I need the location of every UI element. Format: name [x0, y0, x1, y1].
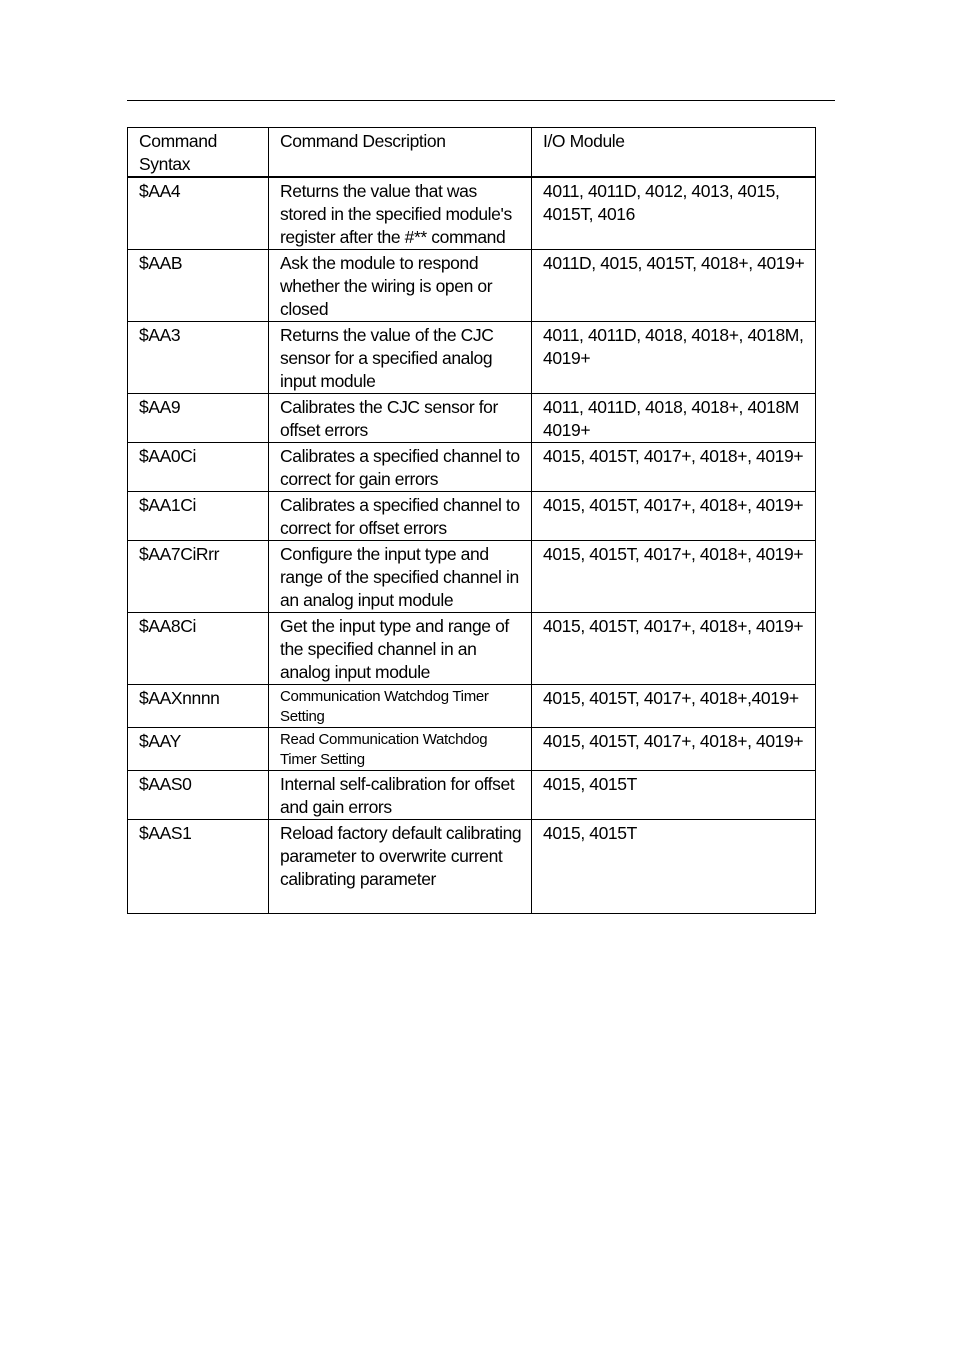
cell-modules: 4015, 4015T — [532, 820, 816, 914]
cell-modules: 4015, 4015T — [532, 771, 816, 820]
table-row — [128, 177, 816, 250]
cell-description: Calibrates a specified channel to correct for offset errors — [269, 492, 532, 541]
cell-modules: 4015, 4015T, 4017+, 4018+, 4019+ — [532, 728, 816, 771]
cell-syntax: $AA0Ci — [128, 443, 269, 492]
cell-modules: 4015, 4015T, 4017+, 4018+,4019+ — [532, 685, 816, 728]
cell-syntax: $AAXnnnn — [128, 685, 269, 728]
cell-syntax: $AAB — [128, 250, 269, 322]
cell-description: Internal self-calibration for offset and gain errors — [269, 771, 532, 820]
table-row — [128, 541, 816, 613]
cell-description: Configure the input type and range of the specified channel in an analog input module — [269, 541, 532, 613]
cell-description: Read Communication Watchdog Timer Setting — [269, 728, 532, 771]
cell-description: Reload factory default calibrating parameter to overwrite current calibrating parameter — [269, 820, 532, 914]
table-row — [128, 443, 816, 492]
table-row — [128, 322, 816, 394]
cell-description: Returns the value of the CJC sensor for a specified analog input module — [269, 322, 532, 394]
cell-description: Calibrates the CJC sensor for offset errors — [269, 394, 532, 443]
cell-modules: 4015, 4015T, 4017+, 4018+, 4019+ — [532, 492, 816, 541]
cell-description: Get the input type and range of the specified channel in an analog input module — [269, 613, 532, 685]
cell-syntax: $AAS1 — [128, 820, 269, 914]
cell-modules: 4011, 4011D, 4018, 4018+, 4018M, 4019+ — [532, 322, 816, 394]
cell-syntax: $AA9 — [128, 394, 269, 443]
table-row — [128, 250, 816, 322]
cell-syntax: $AA4 — [128, 177, 269, 250]
header-command-description: Command Description — [269, 128, 532, 178]
cell-modules: 4015, 4015T, 4017+, 4018+, 4019+ — [532, 541, 816, 613]
cell-modules: 4011, 4011D, 4018, 4018+, 4018M 4019+ — [532, 394, 816, 443]
cell-modules: 4011D, 4015, 4015T, 4018+, 4019+ — [532, 250, 816, 322]
cell-syntax: $AA1Ci — [128, 492, 269, 541]
cell-description: Ask the module to respond whether the wiring is open or closed — [269, 250, 532, 322]
table-row — [128, 685, 816, 728]
cell-syntax: $AA7CiRrr — [128, 541, 269, 613]
cell-modules: 4015, 4015T, 4017+, 4018+, 4019+ — [532, 613, 816, 685]
header-io-module: I/O Module — [532, 128, 816, 178]
table-row — [128, 728, 816, 771]
cell-modules: 4015, 4015T, 4017+, 4018+, 4019+ — [532, 443, 816, 492]
command-table — [127, 127, 816, 914]
cell-description: Returns the value that was stored in the specified module's register after the #** command — [269, 177, 532, 250]
table-header-row — [128, 128, 816, 178]
cell-syntax: $AA3 — [128, 322, 269, 394]
table-row — [128, 394, 816, 443]
cell-syntax: $AAS0 — [128, 771, 269, 820]
table-row — [128, 820, 816, 914]
header-command-syntax: Command Syntax — [128, 128, 269, 178]
table-row — [128, 771, 816, 820]
cell-description: Communication Watchdog Timer Setting — [269, 685, 532, 728]
cell-syntax: $AA8Ci — [128, 613, 269, 685]
table-row — [128, 492, 816, 541]
cell-modules: 4011, 4011D, 4012, 4013, 4015, 4015T, 4016 — [532, 177, 816, 250]
cell-description: Calibrates a specified channel to correct for gain errors — [269, 443, 532, 492]
header-rule — [127, 100, 835, 101]
table-row — [128, 613, 816, 685]
cell-syntax: $AAY — [128, 728, 269, 771]
